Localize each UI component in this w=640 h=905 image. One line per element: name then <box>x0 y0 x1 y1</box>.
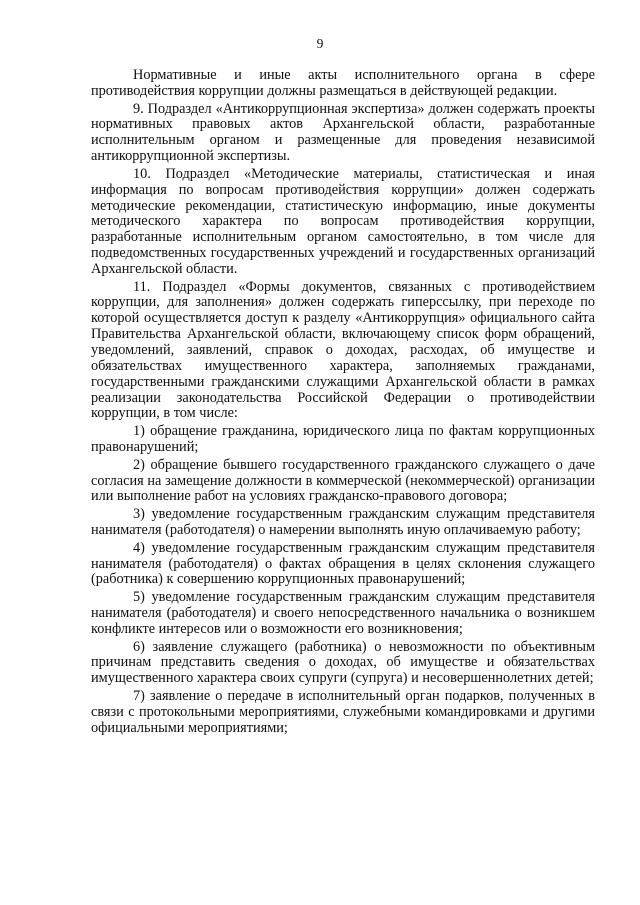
page-number: 9 <box>316 36 324 51</box>
list-item-1: 1) обращение гражданина, юридического лица по фактам коррупционных правонарушений; <box>91 423 595 455</box>
paragraph-9-anticorruption-expertise: 9. Подраздел «Антикоррупционная экспертиза» должен содержать проекты нормативных правовых актов Архангельской области, разработанные исполнительным органом и размещенные для проведения независимой антикоррупционной экспертизы. <box>91 100 595 165</box>
document-body <box>91 68 595 738</box>
list-item-2: 2) обращение бывшего государственного гражданского служащего о даче согласия на замещение должности в коммерческой (некоммерческой) организации или выполнение работ на условиях гражданско-правового договора; <box>91 456 595 505</box>
list-item-5: 5) уведомление государственным гражданским служащим представителя нанимателя (работодателя) и своего непосредственного начальника о возникшем конфликте интересов или о возможности его возникновения; <box>91 589 595 637</box>
paragraph-10-methodical-materials: 10. Подраздел «Методические материалы, статистическая и иная информация по вопросам противодействия коррупции» должен содержать методические рекомендации, статистическую информацию, иные документы методического характера по вопросам противодействия коррупции, разработанные исполнительным органом самостоятельно, в том числе для подведомственных государственных учреждений и государственных организаций Архангельской области. <box>91 165 595 277</box>
list-item-3: 3) уведомление государственным гражданским служащим представителя нанимателя (работодателя) о намерении выполнять иную оплачиваемую работу; <box>91 506 595 538</box>
list-item-6: 6) заявление служащего (работника) о невозможности по объективным причинам представить сведения о доходах, об имуществе и обязательствах имущественного характера своих супруги (супруга) и несовершеннолетних детей; <box>91 638 595 687</box>
paragraph-normative-acts: Нормативные и иные акты исполнительного органа в сфере противодействия коррупции должны размещаться в действующей редакции. <box>91 67 595 99</box>
list-item-7: 7) заявление о передаче в исполнительный орган подарков, полученных в связи с протокольными мероприятиями, служебными командировками и другими официальными мероприятиями; <box>91 687 595 736</box>
paragraph-11-document-forms: 11. Подраздел «Формы документов, связанных с противодействием коррупции, для заполнения» должен содержать гиперссылку, при переходе по которой осуществляется доступ к разделу «Антикоррупция» официального сайта Правительства Архангельской области, включающему список форм обращений, уведомлений, заявлений, справок о доходах, расходах, об имуществе и обязательствах имущественного характера, заполняемых гражданами, государственными гражданскими служащими Архангельской области в рамках реализации законодательства Российской Федерации о противодействии коррупции, в том числе: <box>91 278 595 422</box>
list-item-4: 4) уведомление государственным гражданским служащим представителя нанимателя (работодателя) о фактах обращения в целях склонения служащего (работника) к совершению коррупционных правонарушений; <box>91 539 595 588</box>
